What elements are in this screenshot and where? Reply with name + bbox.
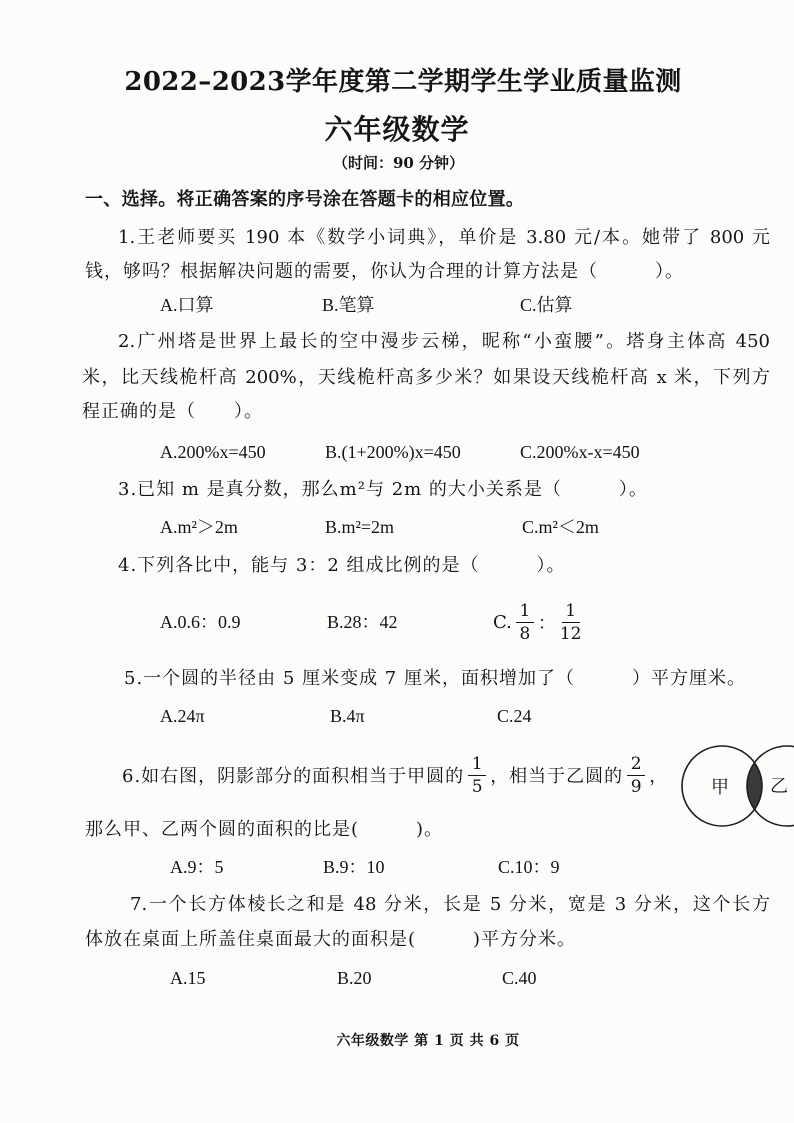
question-2-line-3: 程正确的是（ ）。 bbox=[82, 401, 263, 422]
question-7-option-a: A.15 bbox=[170, 968, 206, 988]
question-1-line-2: 钱，够吗？根据解决问题的需要，你认为合理的计算方法是（ ）。 bbox=[85, 261, 684, 282]
exam-title: 2022–2023学年度第二学期学生学业质量监测 bbox=[124, 67, 682, 97]
question-7-option-c: C.40 bbox=[502, 968, 537, 988]
fraction-one-fifth bbox=[468, 754, 486, 797]
section-heading: 一、选择。将正确答案的序号涂在答题卡的相应位置。 bbox=[85, 189, 525, 210]
fraction-numerator: 2 bbox=[627, 754, 645, 776]
question-3-option-c: C.m²＜2m bbox=[522, 517, 599, 537]
question-6-text-middle: ，相当于乙圆的 bbox=[490, 766, 624, 787]
question-2-line-1: 2.广州塔是世界上最长的空中漫步云梯，昵称“小蛮腰”。塔身主体高 450 bbox=[118, 331, 770, 352]
question-3-option-a: A.m²＞2m bbox=[160, 517, 238, 537]
question-5-option-b: B.4π bbox=[330, 706, 365, 726]
question-2-line-2: 米，比天线桅杆高 200%，天线桅杆高多少米？如果设天线桅杆高 x 米，下列方 bbox=[82, 367, 770, 388]
fraction-denominator: 8 bbox=[519, 623, 531, 644]
question-7-line-1: 7.一个长方体棱长之和是 48 分米，长是 5 分米，宽是 3 分米，这个长方 bbox=[130, 894, 770, 915]
question-1-option-c: C.估算 bbox=[520, 295, 573, 315]
question-2-option-c: C.200%x-x=450 bbox=[520, 442, 640, 462]
question-2-option-a: A.200%x=450 bbox=[160, 442, 266, 462]
question-3-option-b: B.m²=2m bbox=[325, 517, 395, 537]
circle-jia-label: 甲 bbox=[711, 777, 729, 798]
fraction-denominator: 5 bbox=[471, 776, 483, 797]
overlapping-circles-figure bbox=[676, 742, 794, 832]
question-1-line-1: 1.王老师要买 190 本《数学小词典》，单价是 3.80 元/本。她带了 800 元 bbox=[118, 227, 770, 248]
question-5-line-1: 5.一个圆的半径由 5 厘米变成 7 厘米，面积增加了（ ）平方厘米。 bbox=[124, 668, 746, 689]
fraction-numerator: 1 bbox=[562, 601, 580, 623]
question-2-option-b: B.(1+200%)x=450 bbox=[325, 442, 461, 462]
question-6-option-b: B.9：10 bbox=[323, 857, 385, 877]
question-4-line-1: 4.下列各比中，能与 3：2 组成比例的是（ ）。 bbox=[118, 555, 566, 576]
page-footer: 六年级数学 第 1 页 共 6 页 bbox=[336, 1033, 520, 1049]
question-4-option-c bbox=[493, 598, 586, 646]
fraction-one-eighth bbox=[516, 601, 534, 644]
question-6-text-before: 6.如右图，阴影部分的面积相当于甲圆的 bbox=[122, 766, 465, 787]
option-c-label: C. bbox=[493, 611, 512, 633]
fraction-denominator: 12 bbox=[559, 623, 582, 644]
fraction-numerator: 1 bbox=[468, 754, 486, 776]
fraction-numerator: 1 bbox=[516, 601, 534, 623]
question-7-option-b: B.20 bbox=[337, 968, 372, 988]
question-5-option-c: C.24 bbox=[497, 706, 532, 726]
question-1-option-b: B.笔算 bbox=[322, 295, 375, 315]
question-4-option-b: B.28：42 bbox=[327, 612, 398, 632]
fraction-denominator: 9 bbox=[630, 776, 642, 797]
question-6-text-after: ， bbox=[649, 766, 669, 787]
shaded-intersection bbox=[747, 763, 762, 810]
time-limit: （时间：90 分钟） bbox=[332, 154, 465, 172]
fraction-two-ninths bbox=[627, 754, 645, 797]
question-6-line-2: 那么甲、乙两个圆的面积的比是( )。 bbox=[85, 819, 444, 840]
circle-yi-label: 乙 bbox=[770, 776, 788, 797]
question-6-option-a: A.9：5 bbox=[170, 857, 224, 877]
question-3-line-1: 3.已知 m 是真分数，那么m²与 2m 的大小关系是（ ）。 bbox=[118, 479, 648, 500]
question-5-option-a: A.24π bbox=[160, 706, 205, 726]
exam-subject: 六年级数学 bbox=[324, 113, 470, 146]
question-6-line-1 bbox=[122, 752, 668, 798]
question-4-option-a: A.0.6：0.9 bbox=[160, 612, 241, 632]
question-6-option-c: C.10：9 bbox=[498, 857, 560, 877]
ratio-separator: ： bbox=[537, 613, 556, 634]
question-1-option-a: A.口算 bbox=[160, 295, 214, 315]
fraction-one-twelfth bbox=[560, 601, 582, 644]
question-7-line-2: 体放在桌面上所盖住桌面最大的面积是( )平方分米。 bbox=[85, 929, 577, 950]
